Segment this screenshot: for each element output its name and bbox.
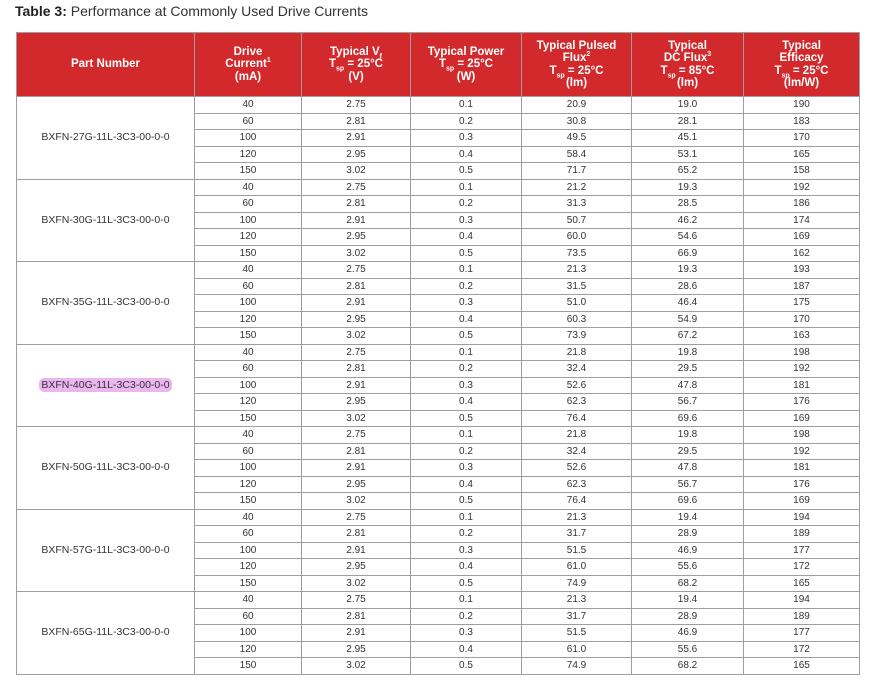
table-row	[17, 179, 860, 196]
performance-table	[16, 32, 860, 675]
drive-current-cell: 150	[195, 410, 302, 427]
header-pulsed-flux: Typical Pulsed Flux$^2$ $T_{sp} = 25^\circ C$ (lm)	[522, 33, 632, 97]
header-typical-power: Typical Power $T_{sp} = 25^\circ C$ (W)	[411, 33, 522, 97]
part-number-cell	[17, 262, 195, 345]
part-number-cell	[17, 344, 195, 427]
efficacy-cell: 186	[744, 196, 860, 213]
efficacy-cell: 172	[744, 641, 860, 658]
pulsed-flux-cell: 21.3	[522, 509, 632, 526]
efficacy-cell: 165	[744, 146, 860, 163]
table-caption-label: Table 3:	[15, 3, 67, 19]
drive-current-cell: 100	[195, 130, 302, 147]
pulsed-flux-cell: 30.8	[522, 113, 632, 130]
typical-vf-cell: 3.02	[302, 163, 411, 180]
pulsed-flux-cell: 61.0	[522, 641, 632, 658]
dc-flux-cell: 46.2	[632, 212, 744, 229]
dc-flux-cell: 65.2	[632, 163, 744, 180]
drive-current-cell: 40	[195, 97, 302, 114]
efficacy-cell: 172	[744, 559, 860, 576]
pulsed-flux-cell: 60.0	[522, 229, 632, 246]
header-drive-current: Drive Current$^1$ (mA)	[195, 33, 302, 97]
table-row	[17, 344, 860, 361]
part-number-cell	[17, 97, 195, 180]
drive-current-cell: 60	[195, 361, 302, 378]
typical-power-cell: 0.1	[411, 344, 522, 361]
typical-power-cell: 0.3	[411, 542, 522, 559]
typical-vf-cell: 2.81	[302, 526, 411, 543]
pulsed-flux-cell: 21.3	[522, 262, 632, 279]
typical-vf-cell: 2.91	[302, 212, 411, 229]
part-number-cell	[17, 509, 195, 592]
drive-current-cell: 100	[195, 377, 302, 394]
typical-vf-cell: 2.81	[302, 608, 411, 625]
header-dc-flux: Typical DC Flux$^3$ $T_{sp} = 85^\circ C$ (lm)	[632, 33, 744, 97]
typical-power-cell: 0.2	[411, 361, 522, 378]
dc-flux-cell: 54.9	[632, 311, 744, 328]
pulsed-flux-cell: 49.5	[522, 130, 632, 147]
drive-current-cell: 120	[195, 311, 302, 328]
typical-vf-cell: 3.02	[302, 493, 411, 510]
table-row	[17, 592, 860, 609]
pulsed-flux-cell: 21.3	[522, 592, 632, 609]
typical-power-cell: 0.4	[411, 394, 522, 411]
table-caption	[15, 3, 368, 19]
drive-current-cell: 150	[195, 245, 302, 262]
efficacy-cell: 169	[744, 410, 860, 427]
typical-power-cell: 0.3	[411, 625, 522, 642]
pulsed-flux-cell: 31.7	[522, 608, 632, 625]
drive-current-cell: 100	[195, 625, 302, 642]
dc-flux-cell: 68.2	[632, 658, 744, 675]
typical-vf-cell: 2.81	[302, 361, 411, 378]
efficacy-cell: 187	[744, 278, 860, 295]
typical-power-cell: 0.5	[411, 245, 522, 262]
typical-power-cell: 0.4	[411, 641, 522, 658]
drive-current-cell: 150	[195, 658, 302, 675]
drive-current-cell: 150	[195, 493, 302, 510]
dc-flux-cell: 68.2	[632, 575, 744, 592]
efficacy-cell: 163	[744, 328, 860, 345]
typical-vf-cell: 2.81	[302, 196, 411, 213]
typical-vf-cell: 2.91	[302, 460, 411, 477]
table-row	[17, 509, 860, 526]
dc-flux-cell: 28.1	[632, 113, 744, 130]
typical-power-cell: 0.1	[411, 427, 522, 444]
dc-flux-cell: 56.7	[632, 476, 744, 493]
drive-current-cell: 100	[195, 212, 302, 229]
header-efficacy: Typical Efficacy $T_{sp} = 25^\circ C$ (lm/W)	[744, 33, 860, 97]
table-caption-text: Performance at Commonly Used Drive Currents	[70, 3, 368, 19]
drive-current-cell: 40	[195, 592, 302, 609]
pulsed-flux-cell: 21.8	[522, 427, 632, 444]
table-row	[17, 262, 860, 279]
dc-flux-cell: 46.9	[632, 542, 744, 559]
typical-power-cell: 0.3	[411, 295, 522, 312]
typical-vf-cell: 2.81	[302, 443, 411, 460]
typical-power-cell: 0.5	[411, 658, 522, 675]
efficacy-cell: 165	[744, 575, 860, 592]
part-number: BXFN-35G-11L-3C3-00-0-0	[41, 296, 170, 309]
drive-current-cell: 150	[195, 163, 302, 180]
typical-power-cell: 0.2	[411, 608, 522, 625]
efficacy-cell: 176	[744, 394, 860, 411]
header-part-number: Part Number	[17, 33, 195, 97]
efficacy-cell: 192	[744, 179, 860, 196]
efficacy-cell: 181	[744, 460, 860, 477]
typical-vf-cell: 3.02	[302, 328, 411, 345]
dc-flux-cell: 29.5	[632, 443, 744, 460]
pulsed-flux-cell: 62.3	[522, 476, 632, 493]
typical-power-cell: 0.5	[411, 575, 522, 592]
pulsed-flux-cell: 58.4	[522, 146, 632, 163]
drive-current-cell: 100	[195, 460, 302, 477]
typical-power-cell: 0.1	[411, 509, 522, 526]
efficacy-cell: 192	[744, 361, 860, 378]
typical-vf-cell: 3.02	[302, 245, 411, 262]
typical-vf-cell: 2.95	[302, 229, 411, 246]
pulsed-flux-cell: 20.9	[522, 97, 632, 114]
efficacy-cell: 170	[744, 311, 860, 328]
dc-flux-cell: 28.9	[632, 608, 744, 625]
part-number-cell	[17, 427, 195, 510]
part-number: BXFN-50G-11L-3C3-00-0-0	[41, 461, 170, 474]
part-number: BXFN-40G-11L-3C3-00-0-0	[41, 378, 170, 391]
efficacy-cell: 183	[744, 113, 860, 130]
pulsed-flux-cell: 21.2	[522, 179, 632, 196]
drive-current-cell: 120	[195, 641, 302, 658]
table-row	[17, 427, 860, 444]
drive-current-cell: 120	[195, 476, 302, 493]
drive-current-cell: 40	[195, 344, 302, 361]
dc-flux-cell: 69.6	[632, 410, 744, 427]
pulsed-flux-cell: 21.8	[522, 344, 632, 361]
pulsed-flux-cell: 60.3	[522, 311, 632, 328]
efficacy-cell: 162	[744, 245, 860, 262]
efficacy-cell: 189	[744, 526, 860, 543]
pulsed-flux-cell: 31.3	[522, 196, 632, 213]
part-number: BXFN-57G-11L-3C3-00-0-0	[41, 543, 170, 556]
drive-current-cell: 40	[195, 179, 302, 196]
efficacy-cell: 194	[744, 509, 860, 526]
drive-current-cell: 120	[195, 146, 302, 163]
drive-current-cell: 60	[195, 113, 302, 130]
dc-flux-cell: 55.6	[632, 559, 744, 576]
pulsed-flux-cell: 52.6	[522, 377, 632, 394]
part-number: BXFN-27G-11L-3C3-00-0-0	[41, 131, 170, 144]
dc-flux-cell: 19.4	[632, 509, 744, 526]
drive-current-cell: 100	[195, 542, 302, 559]
typical-vf-cell: 3.02	[302, 575, 411, 592]
typical-vf-cell: 2.91	[302, 377, 411, 394]
typical-vf-cell: 2.75	[302, 179, 411, 196]
pulsed-flux-cell: 74.9	[522, 658, 632, 675]
efficacy-cell: 189	[744, 608, 860, 625]
drive-current-cell: 100	[195, 295, 302, 312]
typical-power-cell: 0.4	[411, 559, 522, 576]
dc-flux-cell: 47.8	[632, 377, 744, 394]
pulsed-flux-cell: 31.5	[522, 278, 632, 295]
typical-vf-cell: 2.91	[302, 295, 411, 312]
typical-vf-cell: 2.95	[302, 394, 411, 411]
efficacy-cell: 169	[744, 229, 860, 246]
typical-power-cell: 0.1	[411, 179, 522, 196]
typical-power-cell: 0.3	[411, 212, 522, 229]
header-typical-vf: Typical $V_f$ $T_{sp} = 25^\circ C$ (V)	[302, 33, 411, 97]
dc-flux-cell: 53.1	[632, 146, 744, 163]
pulsed-flux-cell: 71.7	[522, 163, 632, 180]
dc-flux-cell: 69.6	[632, 493, 744, 510]
typical-vf-cell: 3.02	[302, 658, 411, 675]
efficacy-cell: 176	[744, 476, 860, 493]
drive-current-cell: 40	[195, 509, 302, 526]
typical-vf-cell: 2.95	[302, 641, 411, 658]
efficacy-cell: 165	[744, 658, 860, 675]
dc-flux-cell: 19.3	[632, 262, 744, 279]
typical-power-cell: 0.4	[411, 311, 522, 328]
pulsed-flux-cell: 51.5	[522, 542, 632, 559]
typical-power-cell: 0.1	[411, 262, 522, 279]
drive-current-cell: 120	[195, 229, 302, 246]
typical-power-cell: 0.1	[411, 97, 522, 114]
typical-power-cell: 0.5	[411, 493, 522, 510]
pulsed-flux-cell: 76.4	[522, 410, 632, 427]
efficacy-cell: 198	[744, 427, 860, 444]
drive-current-cell: 60	[195, 526, 302, 543]
pulsed-flux-cell: 61.0	[522, 559, 632, 576]
typical-power-cell: 0.4	[411, 146, 522, 163]
efficacy-cell: 193	[744, 262, 860, 279]
typical-power-cell: 0.1	[411, 592, 522, 609]
pulsed-flux-cell: 74.9	[522, 575, 632, 592]
dc-flux-cell: 46.4	[632, 295, 744, 312]
pulsed-flux-cell: 32.4	[522, 361, 632, 378]
dc-flux-cell: 67.2	[632, 328, 744, 345]
typical-power-cell: 0.2	[411, 443, 522, 460]
efficacy-cell: 190	[744, 97, 860, 114]
efficacy-cell: 175	[744, 295, 860, 312]
dc-flux-cell: 19.0	[632, 97, 744, 114]
dc-flux-cell: 19.8	[632, 344, 744, 361]
pulsed-flux-cell: 62.3	[522, 394, 632, 411]
typical-vf-cell: 2.75	[302, 344, 411, 361]
typical-vf-cell: 2.91	[302, 130, 411, 147]
typical-power-cell: 0.2	[411, 278, 522, 295]
typical-vf-cell: 2.95	[302, 476, 411, 493]
part-number-cell	[17, 179, 195, 262]
typical-vf-cell: 2.75	[302, 427, 411, 444]
drive-current-cell: 60	[195, 196, 302, 213]
typical-power-cell: 0.4	[411, 476, 522, 493]
dc-flux-cell: 19.8	[632, 427, 744, 444]
efficacy-cell: 194	[744, 592, 860, 609]
efficacy-cell: 174	[744, 212, 860, 229]
part-number-cell	[17, 592, 195, 675]
dc-flux-cell: 47.8	[632, 460, 744, 477]
drive-current-cell: 40	[195, 427, 302, 444]
drive-current-cell: 120	[195, 559, 302, 576]
efficacy-cell: 192	[744, 443, 860, 460]
typical-power-cell: 0.5	[411, 328, 522, 345]
efficacy-cell: 170	[744, 130, 860, 147]
typical-vf-cell: 2.75	[302, 97, 411, 114]
typical-power-cell: 0.2	[411, 196, 522, 213]
drive-current-cell: 150	[195, 328, 302, 345]
typical-vf-cell: 2.95	[302, 559, 411, 576]
dc-flux-cell: 46.9	[632, 625, 744, 642]
typical-vf-cell: 2.75	[302, 592, 411, 609]
typical-power-cell: 0.4	[411, 229, 522, 246]
typical-vf-cell: 2.91	[302, 625, 411, 642]
typical-vf-cell: 2.81	[302, 113, 411, 130]
dc-flux-cell: 56.7	[632, 394, 744, 411]
header-row	[17, 33, 860, 97]
efficacy-cell: 177	[744, 542, 860, 559]
dc-flux-cell: 66.9	[632, 245, 744, 262]
drive-current-cell: 60	[195, 443, 302, 460]
typical-vf-cell: 2.81	[302, 278, 411, 295]
pulsed-flux-cell: 52.6	[522, 460, 632, 477]
pulsed-flux-cell: 76.4	[522, 493, 632, 510]
dc-flux-cell: 45.1	[632, 130, 744, 147]
pulsed-flux-cell: 32.4	[522, 443, 632, 460]
table-body	[17, 97, 860, 675]
drive-current-cell: 120	[195, 394, 302, 411]
pulsed-flux-cell: 50.7	[522, 212, 632, 229]
dc-flux-cell: 54.6	[632, 229, 744, 246]
drive-current-cell: 150	[195, 575, 302, 592]
typical-power-cell: 0.2	[411, 113, 522, 130]
dc-flux-cell: 55.6	[632, 641, 744, 658]
efficacy-cell: 198	[744, 344, 860, 361]
dc-flux-cell: 19.4	[632, 592, 744, 609]
drive-current-cell: 60	[195, 608, 302, 625]
typical-vf-cell: 3.02	[302, 410, 411, 427]
typical-vf-cell: 2.75	[302, 262, 411, 279]
typical-power-cell: 0.5	[411, 163, 522, 180]
dc-flux-cell: 29.5	[632, 361, 744, 378]
typical-vf-cell: 2.95	[302, 146, 411, 163]
drive-current-cell: 60	[195, 278, 302, 295]
dc-flux-cell: 28.9	[632, 526, 744, 543]
dc-flux-cell: 28.5	[632, 196, 744, 213]
typical-power-cell: 0.3	[411, 130, 522, 147]
typical-vf-cell: 2.95	[302, 311, 411, 328]
pulsed-flux-cell: 73.5	[522, 245, 632, 262]
efficacy-cell: 177	[744, 625, 860, 642]
typical-vf-cell: 2.75	[302, 509, 411, 526]
typical-power-cell: 0.2	[411, 526, 522, 543]
dc-flux-cell: 28.6	[632, 278, 744, 295]
part-number: BXFN-65G-11L-3C3-00-0-0	[41, 626, 170, 639]
pulsed-flux-cell: 51.0	[522, 295, 632, 312]
pulsed-flux-cell: 51.5	[522, 625, 632, 642]
pulsed-flux-cell: 73.9	[522, 328, 632, 345]
dc-flux-cell: 19.3	[632, 179, 744, 196]
part-number: BXFN-30G-11L-3C3-00-0-0	[41, 213, 170, 226]
typical-vf-cell: 2.91	[302, 542, 411, 559]
table-row	[17, 97, 860, 114]
pulsed-flux-cell: 31.7	[522, 526, 632, 543]
typical-power-cell: 0.3	[411, 377, 522, 394]
typical-power-cell: 0.5	[411, 410, 522, 427]
efficacy-cell: 158	[744, 163, 860, 180]
efficacy-cell: 169	[744, 493, 860, 510]
drive-current-cell: 40	[195, 262, 302, 279]
efficacy-cell: 181	[744, 377, 860, 394]
typical-power-cell: 0.3	[411, 460, 522, 477]
